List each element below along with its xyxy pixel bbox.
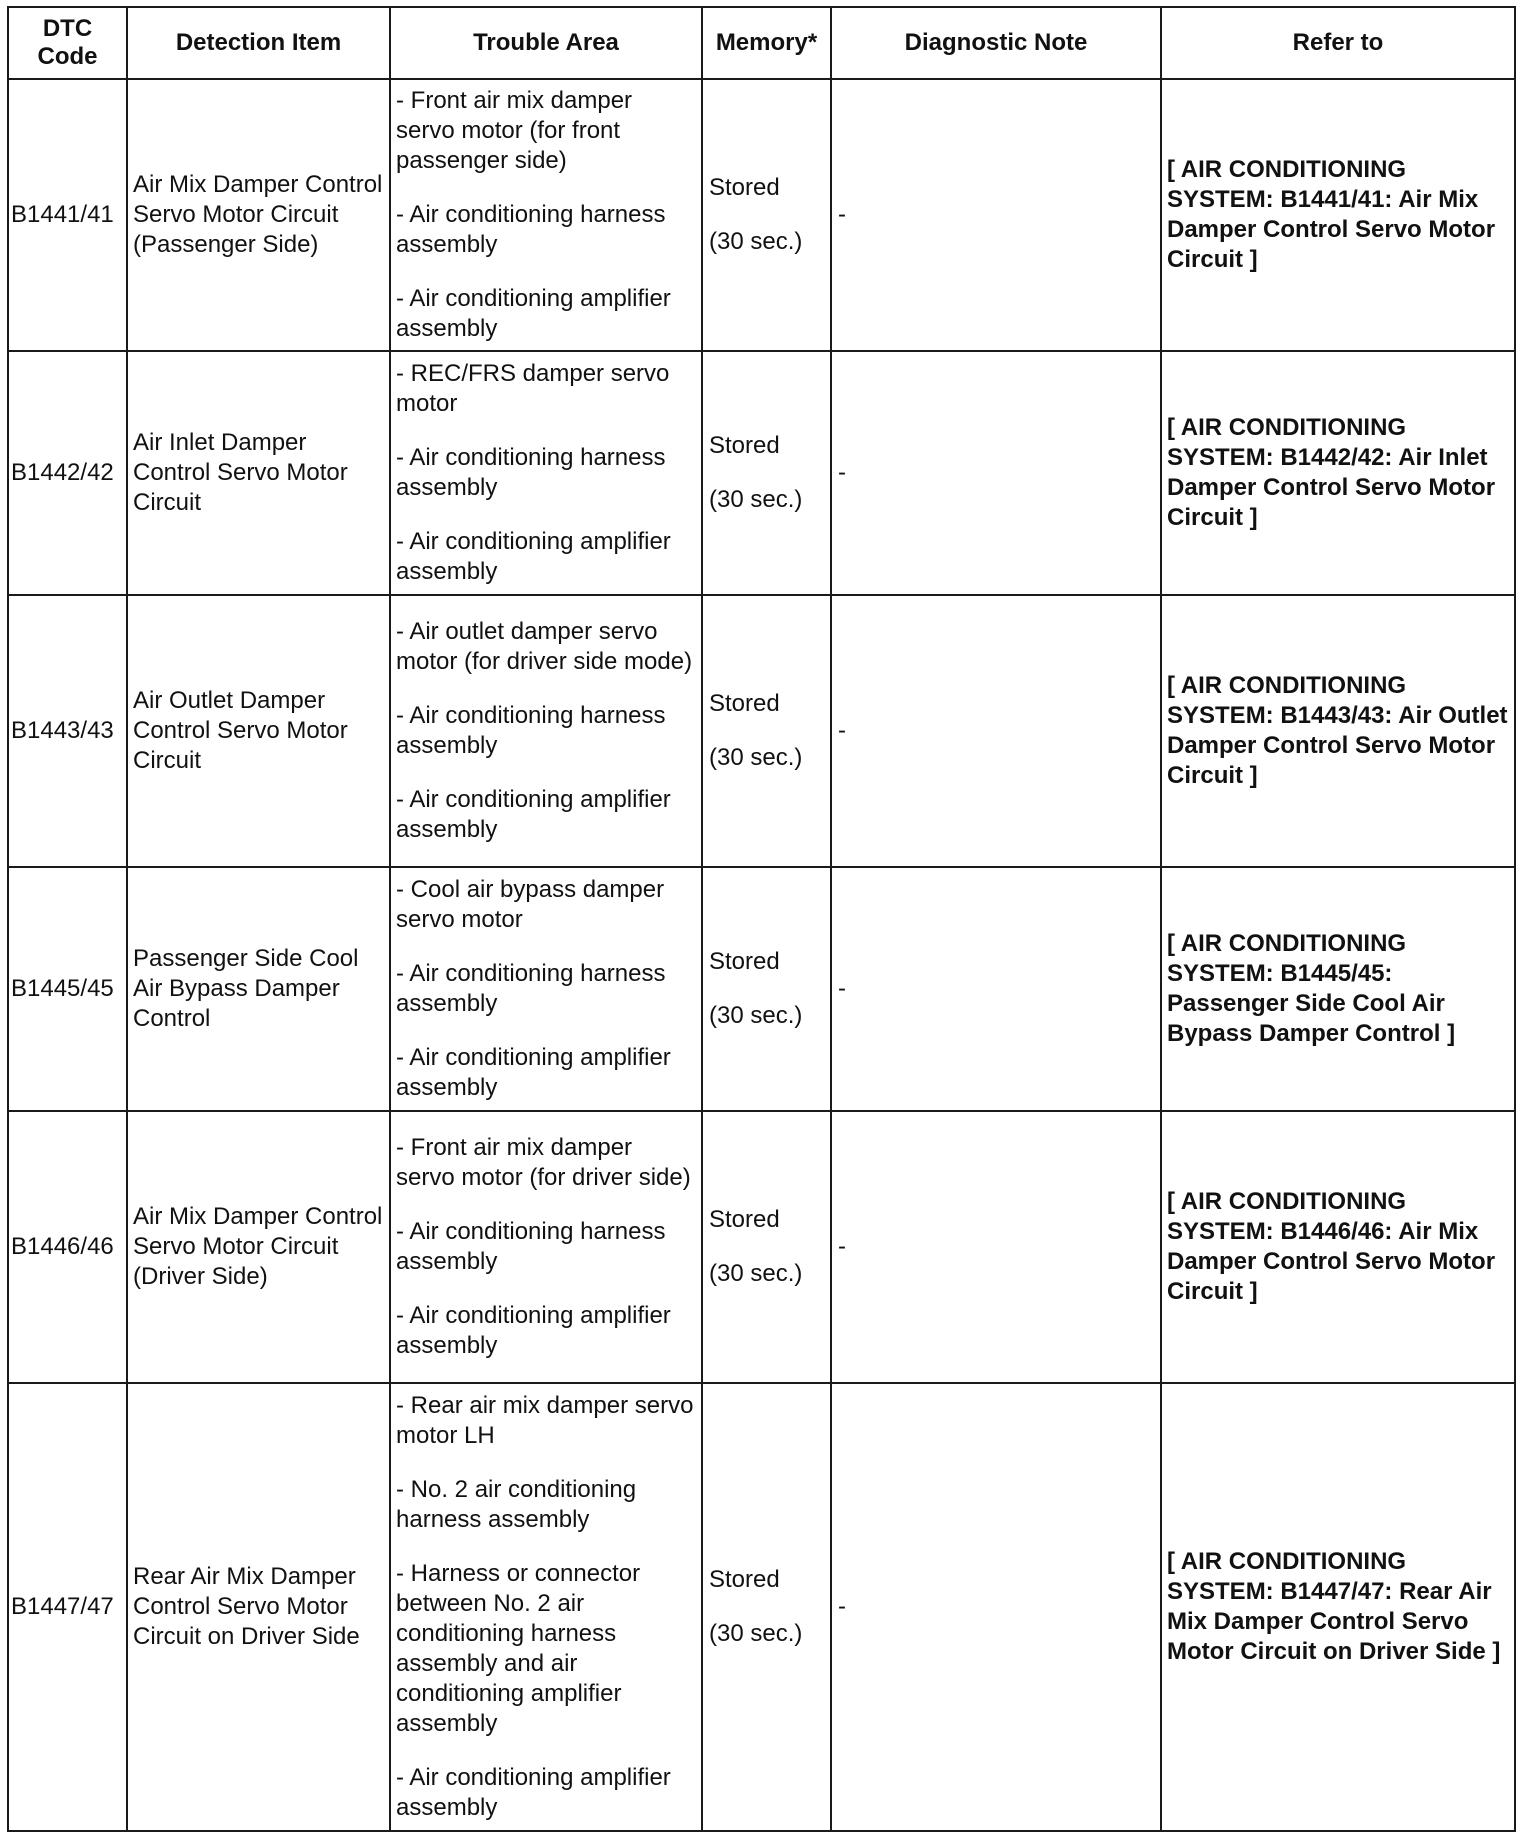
memory-status: Stored bbox=[709, 174, 780, 201]
diagnostic-note-cell: - bbox=[831, 595, 1161, 867]
detection-item-cell: Rear Air Mix Damper Control Servo Motor Circuit on Driver Side bbox=[127, 1383, 390, 1831]
dtc-code-cell: B1441/41 bbox=[8, 79, 127, 351]
memory-duration: (30 sec.) bbox=[709, 744, 803, 771]
memory-cell bbox=[702, 867, 831, 1111]
table-row bbox=[8, 1111, 1515, 1383]
trouble-area-item: - Air conditioning harness assembly bbox=[396, 201, 666, 258]
trouble-area-cell bbox=[390, 79, 702, 351]
diagnostic-note-cell: - bbox=[831, 351, 1161, 595]
trouble-area-item: - Air conditioning amplifier assembly bbox=[396, 786, 671, 843]
detection-item-cell: Air Outlet Damper Control Servo Motor Circuit bbox=[127, 595, 390, 867]
diagnostic-note-cell: - bbox=[831, 867, 1161, 1111]
diagnostic-note-cell: - bbox=[831, 1383, 1161, 1831]
trouble-area-item: - Harness or connector between No. 2 air conditioning harness assembly and air conditioning amplifier assembly bbox=[396, 1560, 641, 1737]
trouble-area-item: - Front air mix damper servo motor (for driver side) bbox=[396, 1134, 691, 1191]
refer-to-link[interactable]: [ AIR CONDITIONING SYSTEM: B1445/45: Passenger Side Cool Air Bypass Damper Control ] bbox=[1161, 867, 1515, 1111]
trouble-area-cell bbox=[390, 595, 702, 867]
trouble-area-item: - Front air mix damper servo motor (for front passenger side) bbox=[396, 87, 633, 174]
table-row bbox=[8, 79, 1515, 351]
header-detection-item: Detection Item bbox=[127, 7, 390, 79]
memory-status: Stored bbox=[709, 690, 780, 717]
header-trouble-area: Trouble Area bbox=[390, 7, 702, 79]
trouble-area-item: - Air conditioning amplifier assembly bbox=[396, 1302, 671, 1359]
trouble-area-item: - Air conditioning amplifier assembly bbox=[396, 1044, 671, 1101]
detection-item-cell: Air Inlet Damper Control Servo Motor Circuit bbox=[127, 351, 390, 595]
memory-duration: (30 sec.) bbox=[709, 1620, 803, 1647]
refer-to-link[interactable]: [ AIR CONDITIONING SYSTEM: B1447/47: Rear Air Mix Damper Control Servo Motor Circuit on Driver Side ] bbox=[1161, 1383, 1515, 1831]
table-row bbox=[8, 351, 1515, 595]
table-row bbox=[8, 1383, 1515, 1831]
dtc-code-cell: B1447/47 bbox=[8, 1383, 127, 1831]
dtc-table bbox=[7, 6, 1516, 1832]
memory-duration: (30 sec.) bbox=[709, 1002, 803, 1029]
table-row bbox=[8, 595, 1515, 867]
dtc-code-cell: B1443/43 bbox=[8, 595, 127, 867]
detection-item-cell: Air Mix Damper Control Servo Motor Circuit (Passenger Side) bbox=[127, 79, 390, 351]
trouble-area-item: - Air outlet damper servo motor (for driver side mode) bbox=[396, 618, 693, 675]
trouble-area-item: - Air conditioning harness assembly bbox=[396, 1218, 666, 1275]
memory-cell bbox=[702, 351, 831, 595]
dtc-code-cell: B1446/46 bbox=[8, 1111, 127, 1383]
trouble-area-item: - No. 2 air conditioning harness assembly bbox=[396, 1476, 637, 1533]
trouble-area-item: - Rear air mix damper servo motor LH bbox=[396, 1392, 694, 1449]
dtc-code-cell: B1442/42 bbox=[8, 351, 127, 595]
trouble-area-item: - Air conditioning amplifier assembly bbox=[396, 528, 671, 585]
header-diagnostic-note: Diagnostic Note bbox=[831, 7, 1161, 79]
memory-duration: (30 sec.) bbox=[709, 486, 803, 513]
header-refer-to: Refer to bbox=[1161, 7, 1515, 79]
refer-to-link[interactable]: [ AIR CONDITIONING SYSTEM: B1446/46: Air Mix Damper Control Servo Motor Circuit ] bbox=[1161, 1111, 1515, 1383]
memory-duration: (30 sec.) bbox=[709, 1260, 803, 1287]
memory-cell bbox=[702, 79, 831, 351]
diagnostic-note-cell: - bbox=[831, 1111, 1161, 1383]
trouble-area-item: - REC/FRS damper servo motor bbox=[396, 360, 670, 417]
header-memory: Memory* bbox=[702, 7, 831, 79]
refer-to-link[interactable]: [ AIR CONDITIONING SYSTEM: B1442/42: Air Inlet Damper Control Servo Motor Circuit ] bbox=[1161, 351, 1515, 595]
refer-to-link[interactable]: [ AIR CONDITIONING SYSTEM: B1443/43: Air Outlet Damper Control Servo Motor Circuit ] bbox=[1161, 595, 1515, 867]
diagnostic-note-cell: - bbox=[831, 79, 1161, 351]
trouble-area-item: - Air conditioning amplifier assembly bbox=[396, 1764, 671, 1821]
memory-status: Stored bbox=[709, 948, 780, 975]
memory-status: Stored bbox=[709, 1566, 780, 1593]
dtc-code-cell: B1445/45 bbox=[8, 867, 127, 1111]
trouble-area-item: - Air conditioning harness assembly bbox=[396, 702, 666, 759]
header-row bbox=[8, 7, 1515, 79]
trouble-area-cell bbox=[390, 867, 702, 1111]
header-dtc-code: DTC Code bbox=[8, 7, 127, 79]
trouble-area-item: - Air conditioning harness assembly bbox=[396, 960, 666, 1017]
memory-cell bbox=[702, 595, 831, 867]
memory-cell bbox=[702, 1383, 831, 1831]
memory-status: Stored bbox=[709, 432, 780, 459]
trouble-area-item: - Air conditioning harness assembly bbox=[396, 444, 666, 501]
trouble-area-item: - Cool air bypass damper servo motor bbox=[396, 876, 665, 933]
detection-item-cell: Air Mix Damper Control Servo Motor Circuit (Driver Side) bbox=[127, 1111, 390, 1383]
trouble-area-cell bbox=[390, 351, 702, 595]
table-row bbox=[8, 867, 1515, 1111]
detection-item-cell: Passenger Side Cool Air Bypass Damper Control bbox=[127, 867, 390, 1111]
refer-to-link[interactable]: [ AIR CONDITIONING SYSTEM: B1441/41: Air Mix Damper Control Servo Motor Circuit ] bbox=[1161, 79, 1515, 351]
memory-duration: (30 sec.) bbox=[709, 228, 803, 255]
memory-cell bbox=[702, 1111, 831, 1383]
trouble-area-cell bbox=[390, 1111, 702, 1383]
trouble-area-cell bbox=[390, 1383, 702, 1831]
memory-status: Stored bbox=[709, 1206, 780, 1233]
trouble-area-item: - Air conditioning amplifier assembly bbox=[396, 285, 671, 342]
